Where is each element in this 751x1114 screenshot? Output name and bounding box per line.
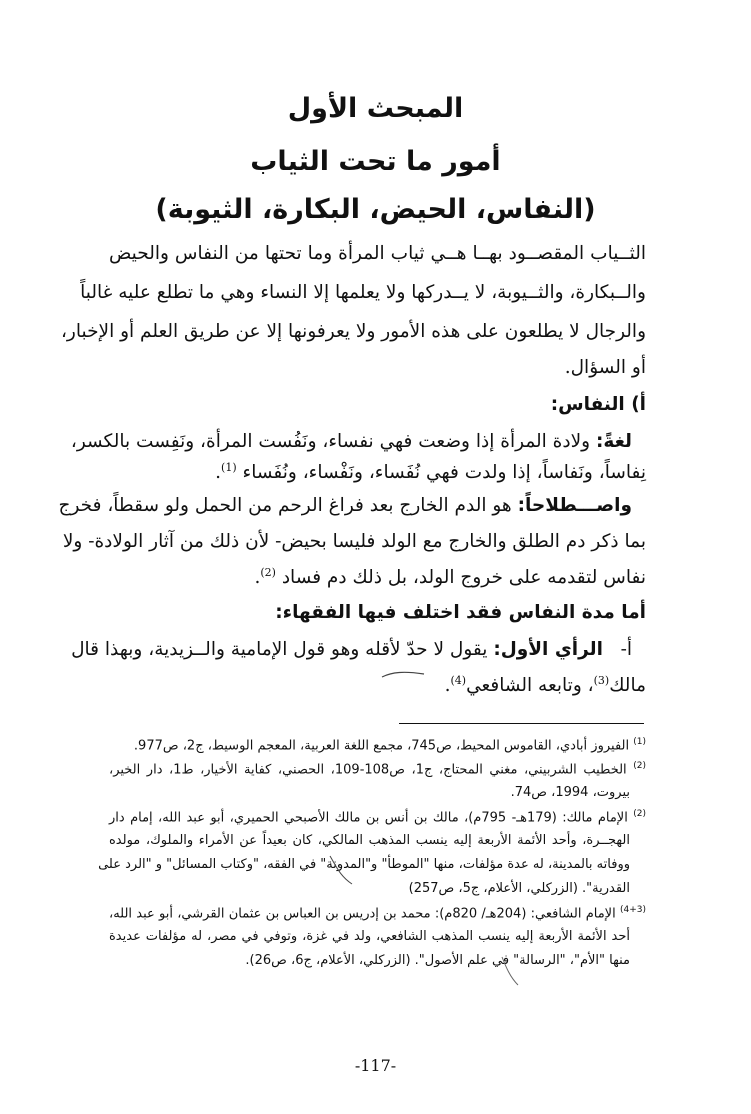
lugha-text-2: نِفاساً، ونَفاساً، إذا ولدت فهي نُفَساء، ونَفْساء، ونُفَساء (242, 462, 646, 484)
lugha-line-2: نِفاساً، ونَفاساً، إذا ولدت فهي نُفَساء، ونَفْساء، ونُفَساء $^{(1)}$. (215, 461, 646, 484)
lugha-text-1: ولادة المرأة إذا وضعت فهي نفساء، ونَفُست المرأة، ونَفِست بالكسر، (70, 431, 591, 452)
footnote-3-line-3: ووفاته بالمدينة، له عدة مؤلفات، منها "الموطأ" و"المدونة" في الفقه، "وكتاب المسائل" و "الرد على (98, 857, 630, 872)
footnote-3-text-1: الإمام مالك: (179هـ- 795م)، مالك بن أنس بن مالك الأصبحي الحميري، أبو عبد الله، إمام دار (109, 810, 628, 826)
duration-heading: أما مدة النفاس فقد اختلف فيها الفقهاء: (275, 602, 646, 623)
intro-line-4: أو السؤال. (564, 357, 646, 378)
footnote-4-text-1: الإمام الشافعي: (204هـ/ 820م): محمد بن إدريس بن العباس بن عثمان القرشي، أبو عبد الله، (109, 906, 616, 922)
chapter-title: المبحث الأول (287, 93, 464, 124)
footnote-ref-3: (3) (593, 674, 610, 687)
lugha-line-1 (70, 431, 632, 452)
chapter-subtitle: أمور ما تحت الثياب (250, 146, 501, 177)
pen-mark-footnote-2 (498, 955, 522, 989)
pen-mark-footnote (326, 852, 356, 888)
pen-mark (380, 668, 426, 682)
footnote-1 (109, 738, 646, 752)
istilah-text-1: هو الدم الخارج بعد فراغ الرحم من الحمل ولو سقطاً، فخرج (58, 495, 512, 516)
intro-line-1: الثــياب المقصــود بهــا هــي ثياب المرأة وما تحتها من النفاس والحيض (109, 243, 646, 264)
intro-line-2: والــبكارة، والثــيوبة، لا يــدركها ولا يعلمها إلا النساء وهي ما تطلع عليه غالباً (80, 282, 646, 303)
opinion-line-2 (109, 675, 646, 696)
lugha-label: لغةً: (595, 431, 632, 452)
footnote-4-line-3: منها "الأم"، "الرسالة" في علم الأصول". (الزركلي، الأعلام، ج6، ص26). (245, 953, 630, 968)
footnote-mark-4: (4+3) (619, 905, 646, 915)
opinion-text-1: يقول لا حدّ لأقله وهو قول الإمامية والــزيدية، وبهذا قال (71, 639, 488, 660)
footnote-2-text-1: الخطيب الشربيني، مغني المحتاج، ج1، ص108-109، الحصني، كفاية الأخيار، ط1، دار الخير، (109, 762, 627, 778)
footnote-ref-4: (4) (450, 674, 467, 687)
footnote-2-line-2: بيروت، 1994، ص74. (510, 785, 630, 800)
footnote-mark-3: (2) (633, 809, 646, 819)
footnote-3-line-4: القدرية". (الزركلي، الأعلام، ج5، ص257) (408, 881, 630, 896)
footnote-mark-2: (2) (633, 761, 646, 771)
istilah-label: واصـــطلاحاً: (517, 495, 632, 516)
footnote-2 (109, 762, 646, 776)
footnote-4 (109, 906, 646, 920)
intro-line-3: والرجال لا يطلعون على هذه الأمور ولا يعرفونها إلا عن طريق العلم أو الإخبار، (60, 321, 646, 342)
footnote-4-line-2: أحد الأئمة الأربعة إليه ينسب المذهب الشافعي، ولد في غزة، وتوفي في مصر، له مؤلفات عديدة (109, 929, 630, 944)
opinion-shafii: ، وتابعه الشافعي (466, 675, 594, 697)
footnote-separator (399, 723, 644, 724)
opinion-period: . (444, 675, 451, 697)
opinion-lead: أ- (620, 639, 632, 660)
opinion-malik: مالك (609, 675, 646, 697)
footnote-ref-2: (2) (260, 566, 276, 579)
opinion-line-1 (71, 639, 632, 660)
istilah-line-3: نفاس لتقدمه على خروج الولد، بل ذلك دم فساد $^{(2)}$. (254, 566, 646, 589)
footnote-mark-1: (1) (633, 737, 646, 747)
page-number: -117- (354, 1056, 397, 1075)
footnote-3-line-2: الهجــرة، وأحد الأئمة الأربعة إليه ينسب المذهب المالكي، كان بعيداً عن الأمراء والملوك، مولده (109, 833, 630, 848)
footnote-1-text: الفيروز أبادي، القاموس المحيط، ص745، مجمع اللغة العربية، المعجم الوسيط، ج2، ص977. (133, 738, 630, 754)
istilah-line-2: بما ذكر دم الطلق والخارج مع الولد فليسا بحيض- لأن ذلك من آثار الولادة- ولا (62, 531, 646, 552)
footnote-3 (109, 810, 646, 824)
opinion-label: الرأي الأول: (493, 639, 603, 660)
istilah-text-3: نفاس لتقدمه على خروج الولد، بل ذلك دم فساد (281, 567, 646, 589)
istilah-line-1 (58, 495, 632, 516)
section-heading-nifas: أ) النفاس: (550, 394, 646, 415)
footnote-ref-1: (1) (221, 461, 237, 474)
chapter-topics: (النفاس، الحيض، البكارة، الثيوبة) (155, 194, 596, 225)
